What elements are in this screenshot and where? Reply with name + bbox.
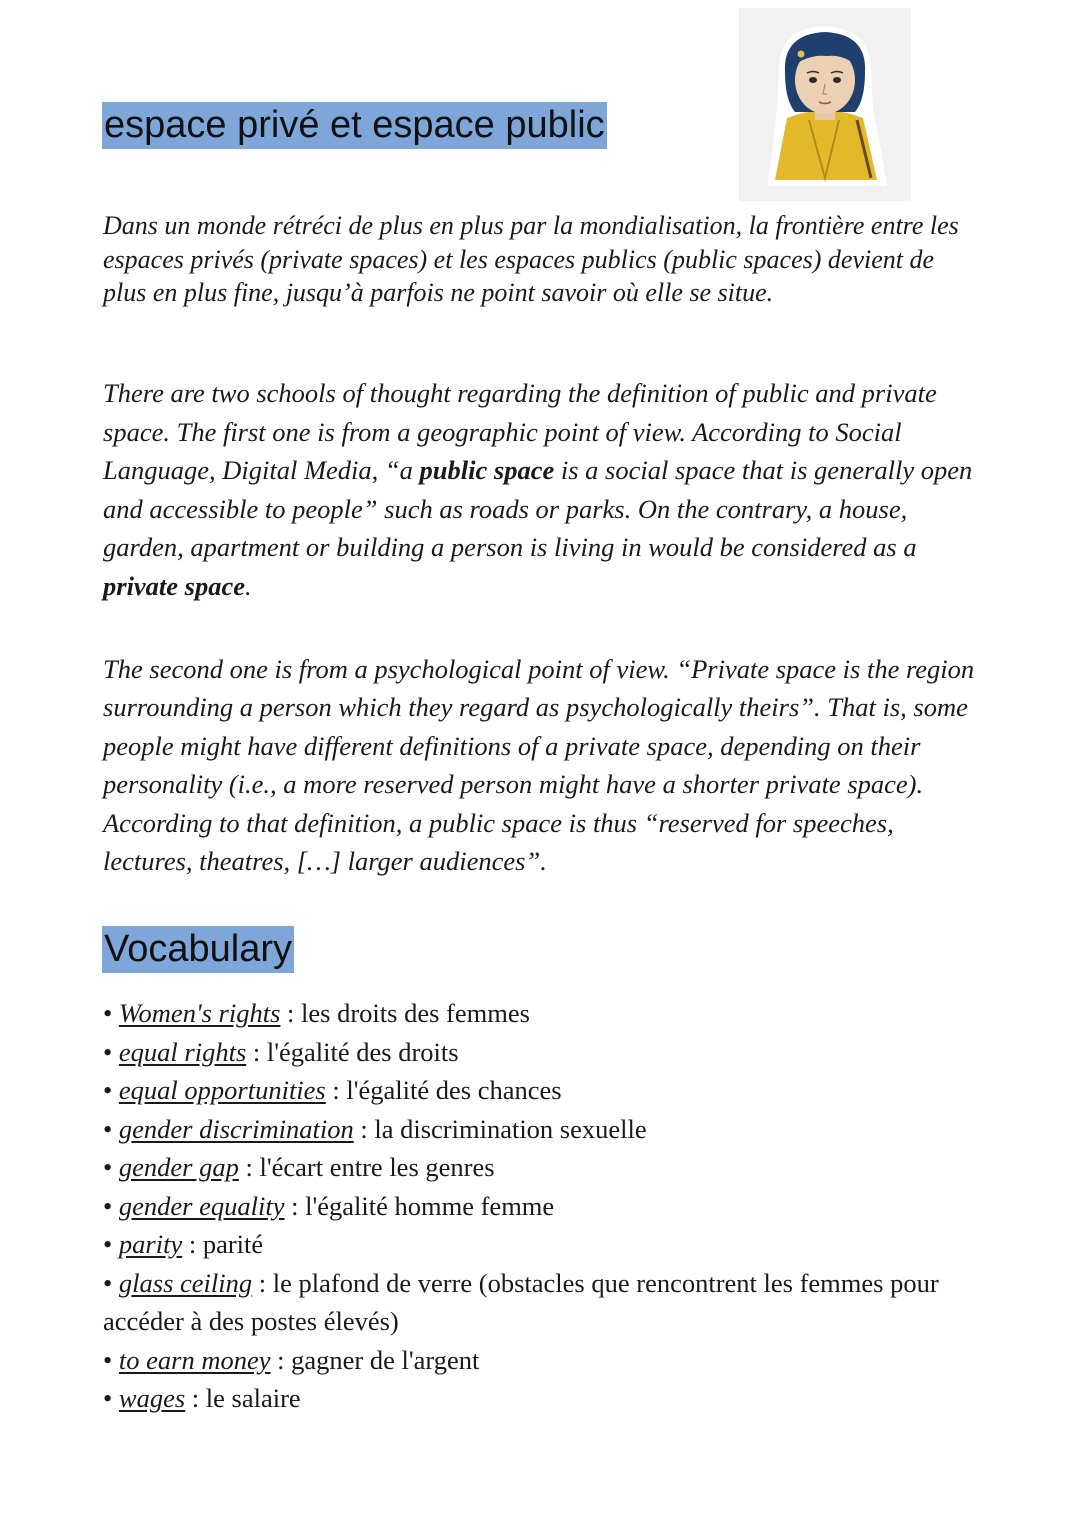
girl-in-raincoat-illustration	[739, 8, 911, 201]
bold-term-public-space: public space	[419, 455, 555, 486]
character-sticker-image	[739, 8, 911, 201]
vocabulary-item	[103, 1225, 983, 1264]
intro-paragraph-french: Dans un monde rétréci de plus en plus par la mondialisation, la frontière entre les espaces privés (private spaces) et les espaces publics (public spaces) devient de plus en plus fine, jusqu’à parfois ne point savoir où elle se situe.	[103, 211, 959, 307]
bullet: •	[103, 1229, 113, 1259]
bullet: •	[103, 998, 113, 1028]
separator: :	[246, 1036, 267, 1067]
separator: :	[280, 998, 302, 1028]
bullet: •	[103, 1344, 113, 1375]
vocabulary-term: gender discrimination	[118, 1113, 354, 1144]
separator: :	[325, 1075, 347, 1105]
vocabulary-term: glass ceiling	[118, 1267, 253, 1298]
vocabulary-term: gender equality	[118, 1190, 285, 1221]
vocabulary-item	[103, 1264, 983, 1341]
vocabulary-item	[103, 1148, 983, 1187]
vocabulary-definition: l'écart entre les genres	[259, 1152, 495, 1182]
vocabulary-term: gender gap	[118, 1152, 239, 1182]
bullet: •	[103, 1267, 113, 1298]
vocabulary-definition: l'égalité des chances	[346, 1075, 562, 1105]
vocabulary-term: Women's rights	[118, 998, 281, 1028]
vocabulary-item	[103, 994, 983, 1033]
bullet: •	[103, 1113, 113, 1144]
bullet: •	[103, 1075, 113, 1105]
vocabulary-term: wages	[118, 1383, 186, 1413]
vocabulary-item	[103, 1110, 983, 1149]
bullet: •	[103, 1036, 113, 1067]
bold-term-private-space: private space	[103, 570, 246, 601]
page-title: espace privé et espace public	[102, 102, 607, 149]
vocabulary-definition: la discrimination sexuelle	[374, 1113, 647, 1144]
vocabulary-definition: parité	[202, 1229, 264, 1259]
paragraph-geographic-definition	[103, 374, 983, 606]
bullet: •	[103, 1152, 113, 1182]
separator: :	[238, 1152, 260, 1182]
separator: :	[284, 1190, 306, 1221]
separator: :	[182, 1229, 203, 1259]
bullet: •	[103, 1190, 113, 1221]
paragraph-psychological-definition: The second one is from a psychological point of view. “Private space is the region surrounding a person which they regard as psychologically theirs”. That is, some people might have different definitions of a private space, depending on their personality (i.e., a more reserved person might have a shorter private space). According to that definition, a public space is thus “reserved for speeches, lectures, theatres, […] larger audiences”.	[103, 654, 975, 877]
separator: :	[270, 1344, 292, 1375]
vocabulary-item	[103, 1379, 983, 1418]
vocabulary-definition: les droits des femmes	[301, 998, 530, 1028]
vocabulary-term: to earn money	[118, 1344, 271, 1375]
vocabulary-heading: Vocabulary	[102, 926, 294, 973]
vocabulary-item	[103, 1187, 983, 1226]
bullet: •	[103, 1383, 113, 1413]
vocabulary-definition: le plafond de verre (obstacles que rencontrent les femmes pour accéder à des postes élevés)	[103, 1267, 939, 1336]
paragraph-text: is a social space that is generally open and accessible to people” such as roads or parks. On the contrary, a house, garden, apartment or building a person is living in would be considered as a	[103, 455, 973, 563]
separator: :	[252, 1267, 273, 1298]
vocabulary-definition: le salaire	[205, 1383, 301, 1413]
vocabulary-term: parity	[118, 1229, 183, 1259]
vocabulary-term: equal opportunities	[118, 1075, 326, 1105]
vocabulary-item	[103, 1071, 983, 1110]
vocabulary-definition: l'égalité des droits	[266, 1036, 459, 1067]
vocabulary-term: equal rights	[118, 1036, 247, 1067]
separator: :	[185, 1383, 206, 1413]
vocabulary-definition: gagner de l'argent	[291, 1344, 480, 1375]
vocabulary-item	[103, 1033, 983, 1072]
vocabulary-item	[103, 1341, 983, 1380]
paragraph-text: .	[245, 570, 252, 601]
paragraph-text: There are two schools of thought regarding the definition of public and private space. The first one is from a geographic point of view. According to Social Language, Digital Media, “a	[103, 378, 937, 486]
vocabulary-definition: l'égalité homme femme	[305, 1190, 555, 1221]
separator: :	[353, 1113, 375, 1144]
vocabulary-list	[103, 994, 983, 1418]
